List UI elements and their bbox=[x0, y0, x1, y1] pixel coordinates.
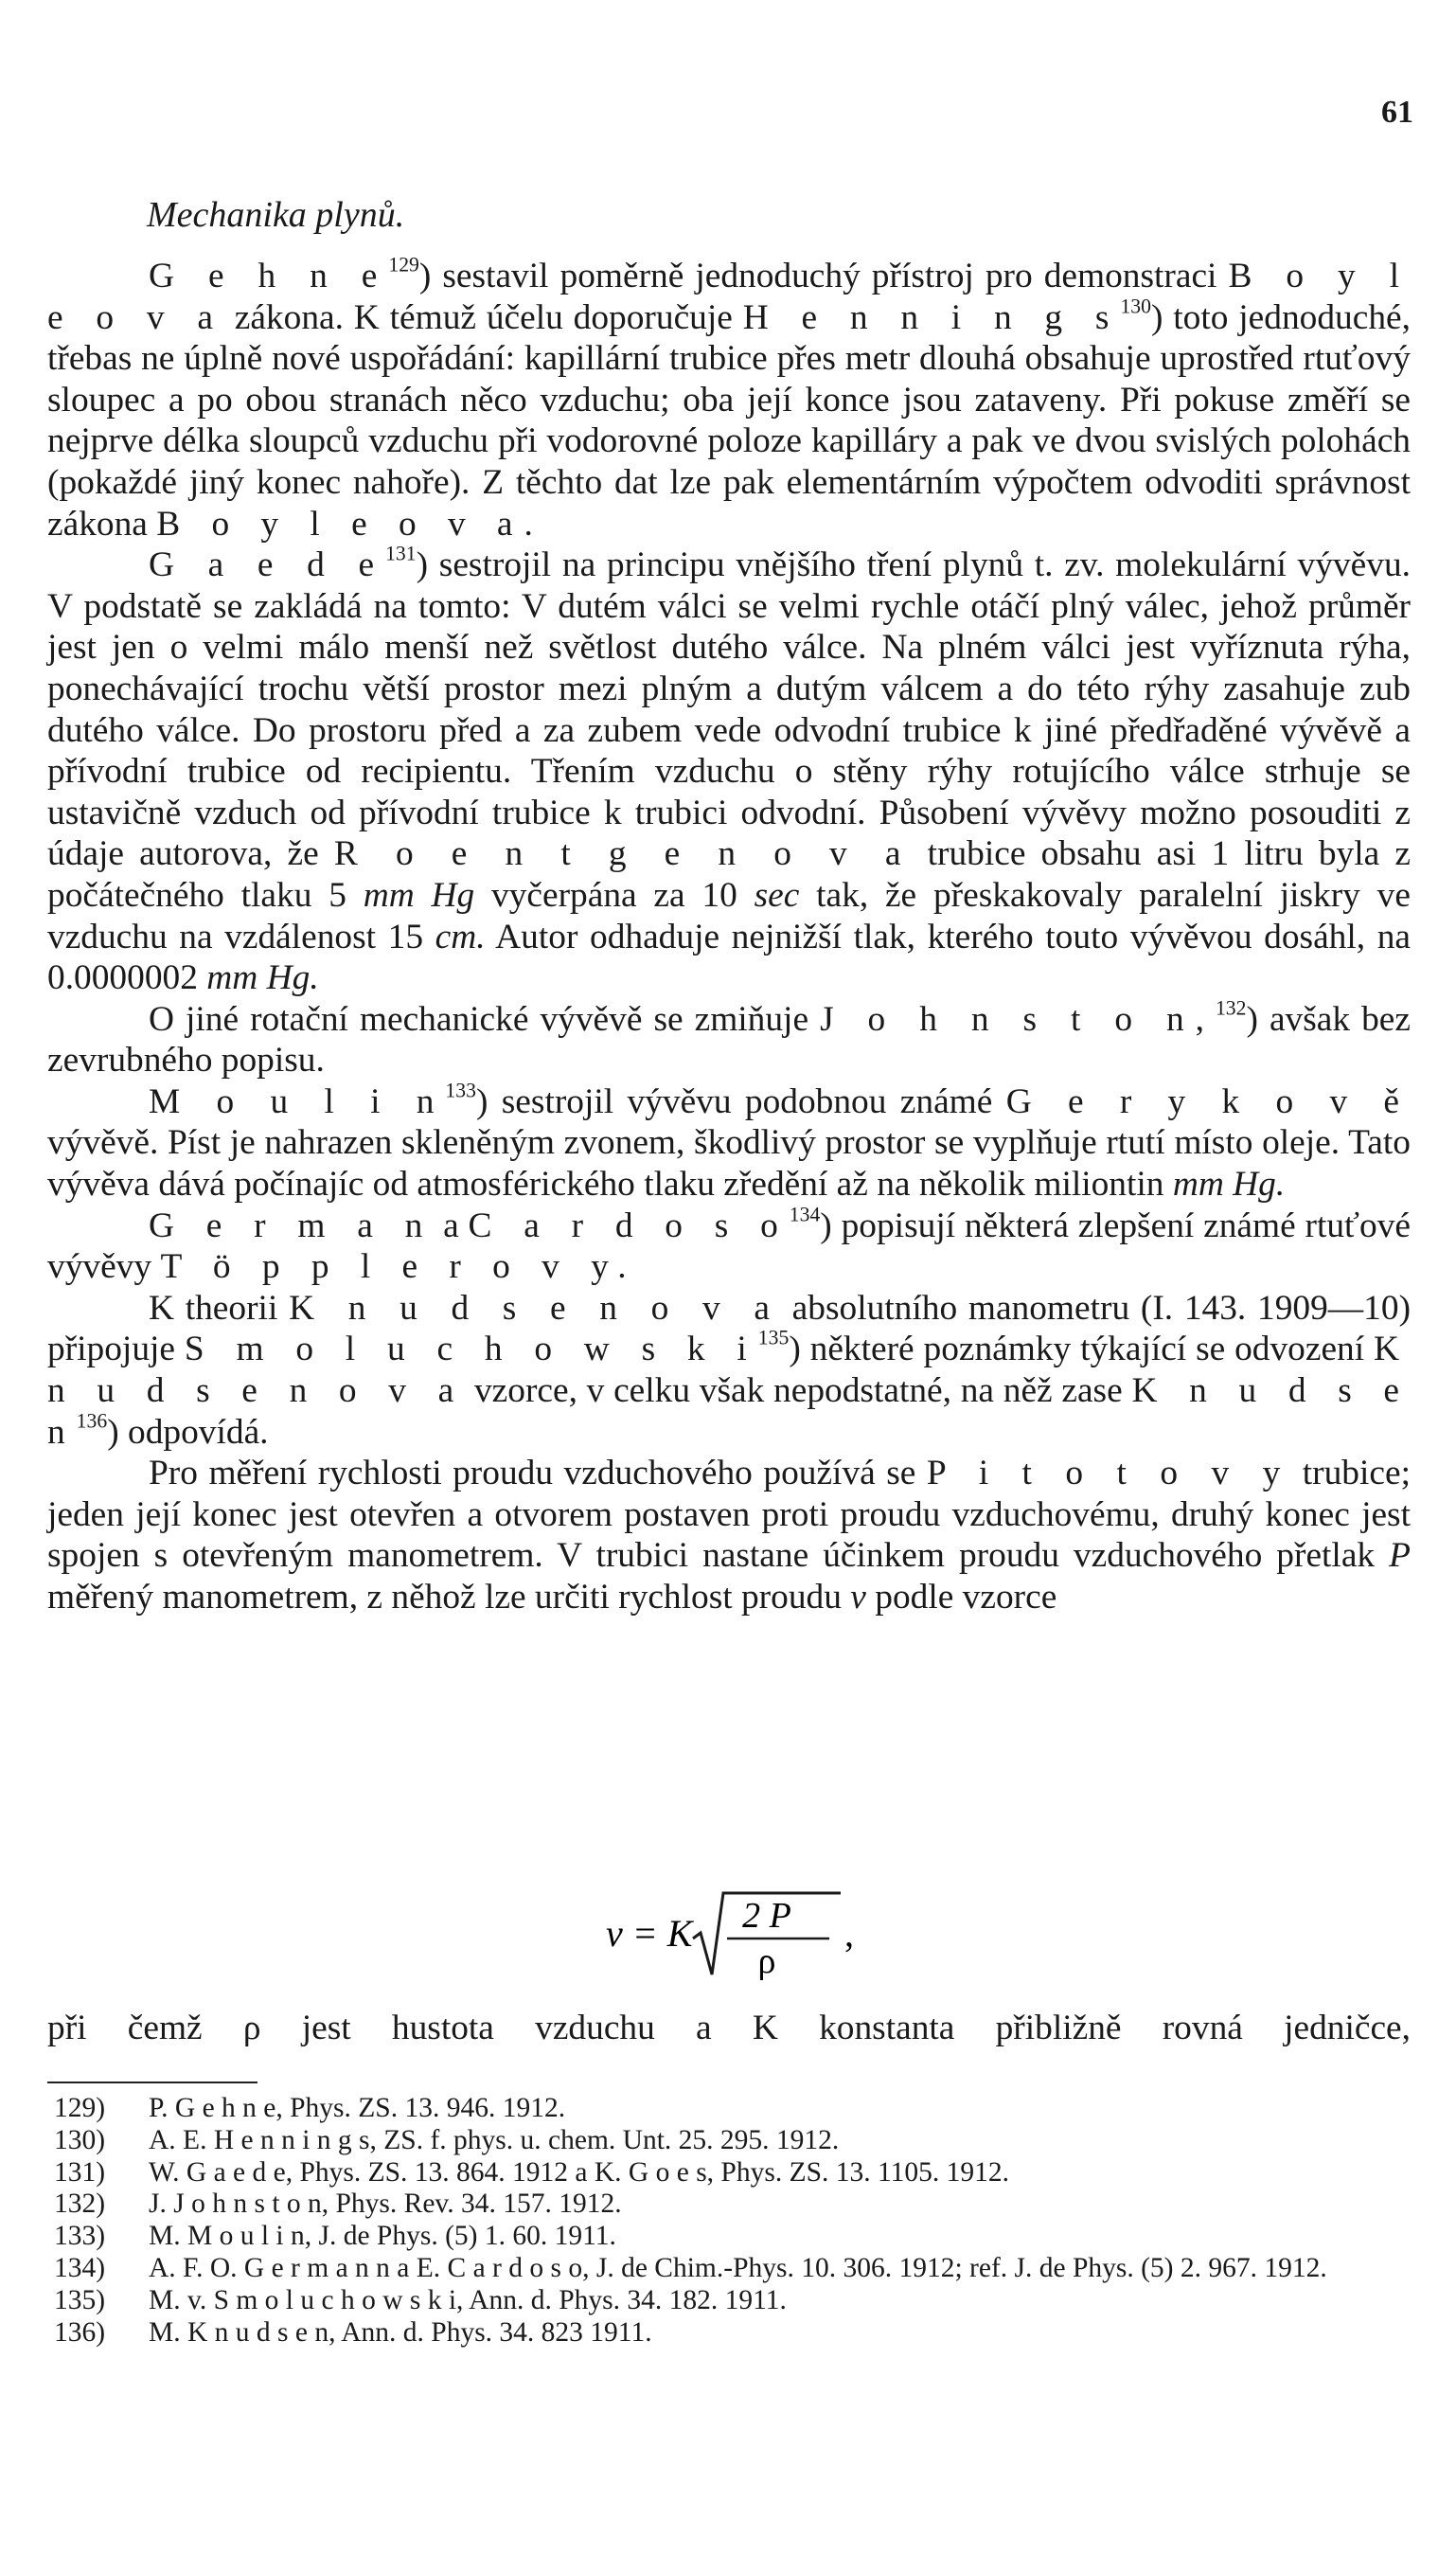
author-johnston: J o h n s t o n, bbox=[820, 999, 1216, 1039]
formula-trail: , bbox=[844, 1912, 854, 1955]
name-knudsen: K n u d s e n o v a bbox=[47, 1330, 1411, 1411]
formula-pitot bbox=[606, 1880, 909, 1984]
formula-numerator: 2 P bbox=[742, 1896, 791, 1936]
after-formula-line: při čemž ρ jest hustota vzduchu a K konstanta přibližně rovná jedničce, bbox=[47, 2009, 1411, 2047]
author-hennings: H e n n i n g s bbox=[742, 297, 1121, 337]
paragraph-gehne: G e h n $e^{129}$) sestavil poměrně jednoduchý přístroj pro demonstraci B o y l e o v a zákona. K témuž účelu doporučuje H e n n i n g $s^{130}$) toto jednoduché, třebas ne úplně nové uspořádání: kapillární trubice přes metr dlouhá obsahuje uprostřed rtuťový sloupec a po obou stranách něco vzduchu; oba její konce jsou zataveny. Při pokuse změří se nejprve délka sloupců vzduchu při vodorovné poloze kapilláry a pak ve dvou svislých polohách (pokaždé jiný konec nahoře). Z těchto dat lze pak elementárním výpočtem odvoditi správnost zákona B o y l e o v a. bbox=[47, 253, 1411, 544]
name-roentgen: R o e n t g e n o v a bbox=[333, 834, 913, 874]
name-boyle: B o y l e o v a bbox=[156, 504, 524, 544]
ref-136[interactable]: 136 bbox=[76, 1409, 108, 1433]
author-moulin: M o u l i n bbox=[149, 1081, 446, 1121]
formula-lead: v = K bbox=[606, 1912, 693, 1955]
ref-132[interactable]: 132 bbox=[1215, 996, 1247, 1020]
paragraph-johnston: O jiné rotační mechanické vývěvě se zmiňuje J o h n s t o n,$^{132}$) avšak bez zevrubného popisu. bbox=[47, 996, 1411, 1081]
footnote-mark: 132) bbox=[54, 2189, 106, 2220]
author-knudsen: K n u d s e n bbox=[47, 1371, 1411, 1452]
ref-133[interactable]: 133 bbox=[445, 1079, 476, 1102]
paragraph-german: G e r m a n a C a r d o s $o^{134}$) popisují některá zlepšení známé rtuťové vývěvy T ö p p l e r o v y. bbox=[47, 1203, 1412, 1287]
name-geryk: G e r y k o v ě bbox=[1005, 1081, 1411, 1121]
footnote-mark: 135) bbox=[54, 2284, 106, 2315]
footnote: 133) M. M o u l i n, J. de Phys. (5) 1. 60. 1911. bbox=[54, 2221, 616, 2252]
formula-denominator: ρ bbox=[757, 1941, 776, 1981]
footnote-mark: 134) bbox=[54, 2252, 106, 2283]
footnote: 132) J. J o h n s t o n, Phys. Rev. 34. 157. 1912. bbox=[54, 2189, 622, 2220]
ref-134[interactable]: 134 bbox=[789, 1203, 821, 1226]
footnote: 135) M. v. S m o l u c h o w s k i, Ann. d. Phys. 34. 182. 1911. bbox=[54, 2284, 787, 2315]
name-pitot: P i t o t o v y bbox=[926, 1454, 1292, 1493]
footnote-mark: 129) bbox=[54, 2093, 106, 2123]
footnote-rule bbox=[47, 2082, 257, 2083]
section-title: Mechanika plynů. bbox=[147, 195, 405, 235]
ref-130[interactable]: 130 bbox=[1120, 295, 1151, 318]
footnote: 129) P. G e h n e, Phys. ZS. 13. 946. 1912. bbox=[54, 2093, 566, 2123]
author-gaede: G a e d e bbox=[149, 545, 386, 585]
paragraph-moulin: M o u l i $n^{133}$) sestrojil vývěvu podobnou známé G e r y k o v ě vývěvě. Píst je nahrazen skleněným zvonem, škodlivý prostor se vyplňuje rtutí místo oleje. Tato vývěva dává počínajíc od atmosférického tlaku zředění až na několik miliontin mm Hg. bbox=[47, 1079, 1411, 1205]
paragraph-knudsen: K theorii K n u d s e n o v a absolutního manometru (I. 143. 1909—10) připojuje S m o l u c h o w s k $i^{135}$) některé poznámky týkající se odvození K n u d s e n o v a vzorce, v celku však nepodstatné, na něž zase K n u d s e $n^{136}$) odpovídá. bbox=[47, 1288, 1412, 1452]
footnote-mark: 130) bbox=[54, 2124, 106, 2155]
paragraph-pitot: Pro měření rychlosti proudu vzduchového používá se P i t o t o v y trubice; jeden její konec jest otevřen a otvorem postaven proti proudu vzduchovému, druhý konec jest spojen s otevřeným manometrem. V trubici nastane účinkem proudu vzduchového přetlak P měřený manometrem, z něhož lze určiti rychlost proudu v podle vzorce bbox=[47, 1454, 1411, 1617]
page-number: 61 bbox=[1381, 95, 1413, 130]
author-smoluchowski: S m o l u c h o w s k i bbox=[184, 1330, 758, 1369]
footnote: 130) A. E. H e n n i n g s, ZS. f. phys. u. chem. Unt. 25. 295. 1912. bbox=[54, 2124, 840, 2155]
footnote-mark: 131) bbox=[54, 2156, 106, 2188]
footnote: 134) A. F. O. G e r m a n n a E. C a r d o s o, J. de Chim.-Phys. 10. 306. 1912; ref. J. de Phys. (5) 2. 967. 1912. bbox=[54, 2252, 1327, 2283]
name-knudsen: K n u d s e n o v a bbox=[289, 1288, 781, 1328]
formula-svg bbox=[606, 1880, 909, 1984]
body-text bbox=[47, 253, 1412, 1618]
author-cardoso: C a r d o s o bbox=[468, 1206, 790, 1245]
ref-135[interactable]: 135 bbox=[757, 1327, 790, 1350]
ref-131[interactable]: 131 bbox=[385, 542, 417, 565]
footnote: 131) W. G a e d e, Phys. ZS. 13. 864. 1912 a K. G o e s, Phys. ZS. 13. 1105. 1912. bbox=[54, 2156, 1010, 2188]
footnote-mark: 136) bbox=[54, 2316, 106, 2348]
paragraph-gaede: G a e d $e^{131}$) sestrojil na principu vnějšího tření plynů t. zv. molekulární vývěvu. V podstatě se zakládá na tomto: V dutém válci se velmi rychle otáčí plný válec, jehož průměr jest jen o velmi málo menší než světlost dutého válce. Na plném válci jest vyříznuta rýha, ponechávající trochu větší prostor mezi plným a dutým válcem a do této rýhy zasahuje zub dutého válce. Do prostoru před a za zubem vede odvodní trubice k jiné předřaděné vývěvě a přívodní trubice od recipientu. Třením vzduchu o stěny rýhy rotujícího válce strhuje se ustavičně vzduch od přívodní trubice k trubici odvodní. Působení vývěvy možno posouditi z údaje autorova, že R o e n t g e n o v a trubice obsahu asi 1 litru byla z počátečného tlaku 5 mm Hg vyčerpána za 10 sec tak, že přeskakovaly paralelní jiskry ve vzduchu na vzdálenost 15 cm. Autor odhaduje nejnižší tlak, kterého touto vývěvou dosáhl, na 0.0000002 mm Hg. bbox=[47, 542, 1411, 998]
author-gehne: G e h n e bbox=[149, 257, 389, 295]
footnotes bbox=[47, 2093, 1411, 2349]
name-boyle: B o y l e o v a bbox=[47, 257, 1411, 337]
name-toepler: T ö p p l e r o v y. bbox=[160, 1247, 638, 1287]
footnote-mark: 133) bbox=[54, 2221, 106, 2252]
ref-129[interactable]: 129 bbox=[388, 253, 419, 277]
footnote: 136) M. K n u d s e n, Ann. d. Phys. 34. 823 1911. bbox=[54, 2316, 652, 2348]
author-german: G e r m a n bbox=[149, 1206, 435, 1245]
